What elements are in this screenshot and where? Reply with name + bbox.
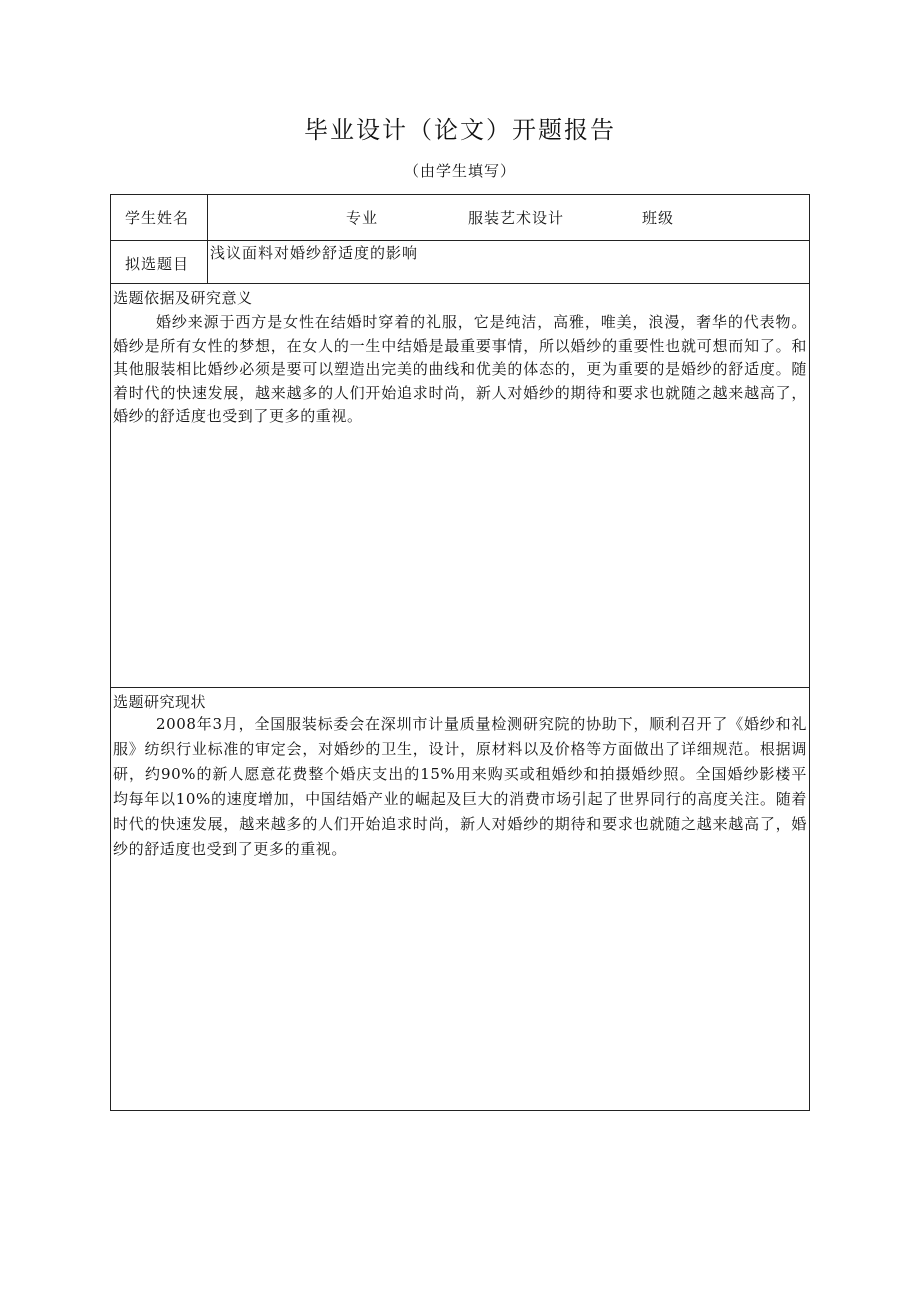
- student-name-label: 学生姓名: [125, 209, 190, 227]
- major-label: 专业: [346, 209, 379, 227]
- major-value: 服装艺术设计: [468, 209, 565, 227]
- basis-section-title: 选题依据及研究意义: [113, 289, 253, 307]
- class-label: 班级: [642, 209, 675, 227]
- topic-row: [111, 241, 809, 284]
- label-column-divider: [207, 195, 208, 284]
- report-subtitle: （由学生填写）: [403, 162, 516, 180]
- report-form: [110, 194, 810, 1111]
- topic-value: 浅议面料对婚纱舒适度的影响: [210, 244, 419, 262]
- student-info-row: [111, 195, 809, 241]
- basis-section: [111, 284, 809, 688]
- topic-label: 拟选题目: [125, 255, 190, 273]
- status-section-title: 选题研究现状: [113, 693, 207, 711]
- status-section-body: 2008年3月，全国服装标委会在深圳市计量质量检测研究院的协助下，顺利召开了《婚纱和礼服》纺织行业标准的审定会，对婚纱的卫生，设计，原材料以及价格等方面做出了详细规范。根据调研，约90%的新人愿意花费整个婚庆支出的15%用来购买或租婚纱和拍摄婚纱照。全国婚纱影楼平均每年以10%的速度增加，中国结婚产业的崛起及巨大的消费市场引起了世界同行的高度关注。随着时代的快速发展，越来越多的人们开始追求时尚，新人对婚纱的期待和要求也就随之越来越高了，婚纱的舒适度也受到了更多的重视。: [113, 715, 807, 858]
- report-title: 毕业设计（论文）开题报告: [304, 116, 616, 144]
- basis-section-body: 婚纱来源于西方是女性在结婚时穿着的礼服，它是纯洁，高雅，唯美，浪漫，奢华的代表物。婚纱是所有女性的梦想，在女人的一生中结婚是最重要事情，所以婚纱的重要性也就可想而知了。和其他服装相比婚纱必须是要可以塑造出完美的曲线和优美的体态的，更为重要的是婚纱的舒适度。随着时代的快速发展，越来越多的人们开始追求时尚，新人对婚纱的期待和要求也就随之越来越高了，婚纱的舒适度也受到了更多的重视。: [113, 313, 807, 425]
- status-section: [111, 688, 809, 1110]
